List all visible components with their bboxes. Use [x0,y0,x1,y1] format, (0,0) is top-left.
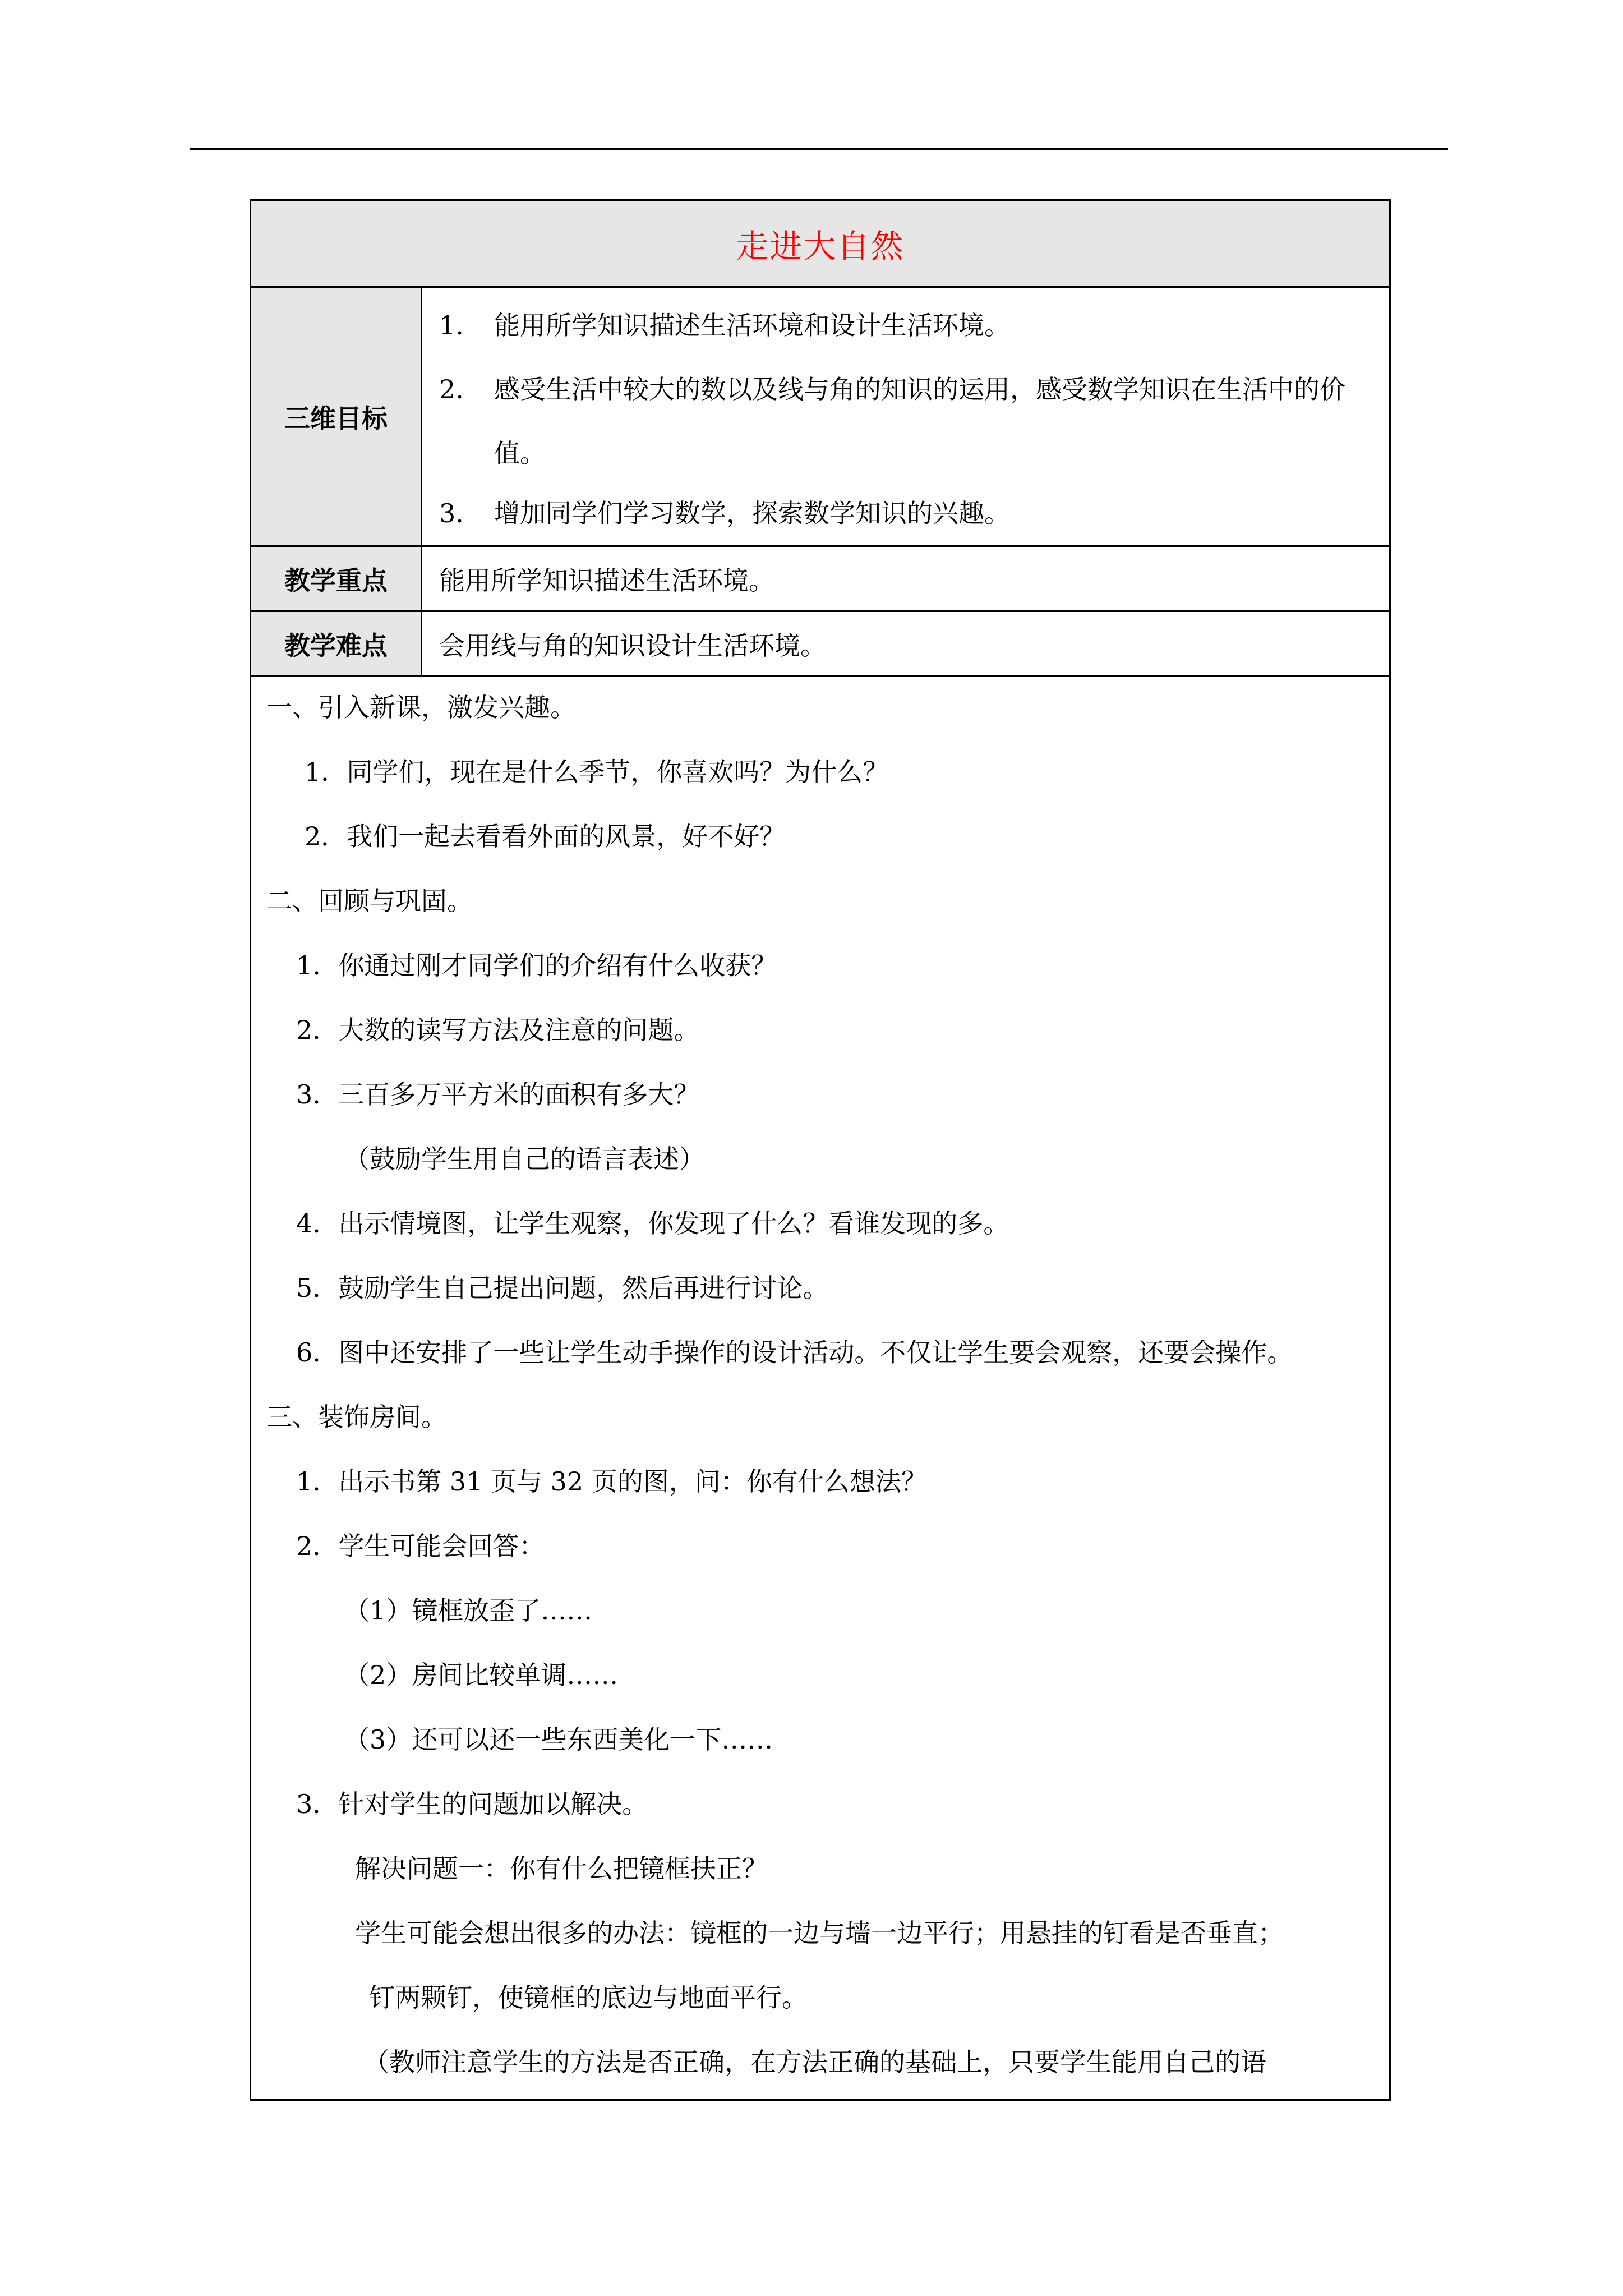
section-heading: 三、装饰房间。 [266,1402,447,1432]
page-header-rule [190,148,1448,150]
section-heading: 二、回顾与巩固。 [266,886,473,916]
body-line: 解决问题一：你有什么把镜框扶正？ [355,1853,768,1884]
difficulty-label: 教学难点 [251,612,422,675]
body-line: 6．图中还安排了一些让学生动手操作的设计活动。不仅让学生要会观察，还要会操作。 [296,1337,1293,1368]
body-line: 5．鼓励学生自己提出问题，然后再进行讨论。 [296,1273,829,1303]
section-heading: 一、引入新课，激发兴趣。 [266,692,576,723]
goal-text: 感受生活中较大的数以及线与角的知识的运用，感受数学知识在生活中的价值。 [494,374,1345,468]
goals-content [422,288,1389,545]
body-line: （鼓励学生用自己的语言表述） [344,1144,705,1174]
body-line: 2．我们一起去看看外面的风景，好不好？ [305,821,786,852]
goals-label: 三维目标 [251,288,422,545]
goal-number: 3. [439,498,464,528]
body-line: （3）还可以还一些东西美化一下…… [344,1724,773,1755]
body-line: 1．你通过刚才同学们的介绍有什么收获？ [296,950,777,981]
body-line: （1）镜框放歪了…… [344,1595,593,1626]
goal-number: 1. [439,310,464,341]
body-line: 3．针对学生的问题加以解决。 [296,1789,648,1819]
goals-row [251,288,1389,547]
body-line: （2）房间比较单调…… [344,1660,619,1690]
body-line: 2．学生可能会回答： [296,1531,545,1561]
body-line: 1．同学们，现在是什么季节，你喜欢吗？为什么？ [305,757,889,787]
body-line: （教师注意学生的方法是否正确，在方法正确的基础上，只要学生能用自己的语 [363,2047,1266,2077]
goal-text: 增加同学们学习数学，探索数学知识的兴趣。 [494,498,1010,528]
focus-label: 教学重点 [251,547,422,610]
focus-row [251,547,1389,612]
body-line: 4．出示情境图，让学生观察，你发现了什么？看谁发现的多。 [296,1208,1009,1239]
body-line: 2．大数的读写方法及注意的问题。 [296,1015,700,1045]
title-row [251,201,1389,288]
lesson-title: 走进大自然 [736,227,905,265]
focus-content [422,547,1389,610]
difficulty-text: 会用线与角的知识设计生活环境。 [439,630,826,661]
focus-text: 能用所学知识描述生活环境。 [439,565,774,596]
body-line: 1．出示书第 31 页与 32 页的图，问：你有什么想法？ [296,1466,927,1497]
lesson-plan-table [250,199,1391,2101]
body-line: 学生可能会想出很多的办法：镜框的一边与墙一边平行；用悬挂的钉看是否垂直； [355,1918,1284,1948]
goal-number: 2. [439,374,464,404]
lesson-body [251,677,1389,2099]
body-line: 3．三百多万平方米的面积有多大？ [296,1079,700,1110]
body-line: 钉两颗钉，使镜框的底边与地面平行。 [369,1982,808,2013]
difficulty-content [422,612,1389,675]
difficulty-row [251,612,1389,677]
goal-text: 能用所学知识描述生活环境和设计生活环境。 [494,310,1010,341]
